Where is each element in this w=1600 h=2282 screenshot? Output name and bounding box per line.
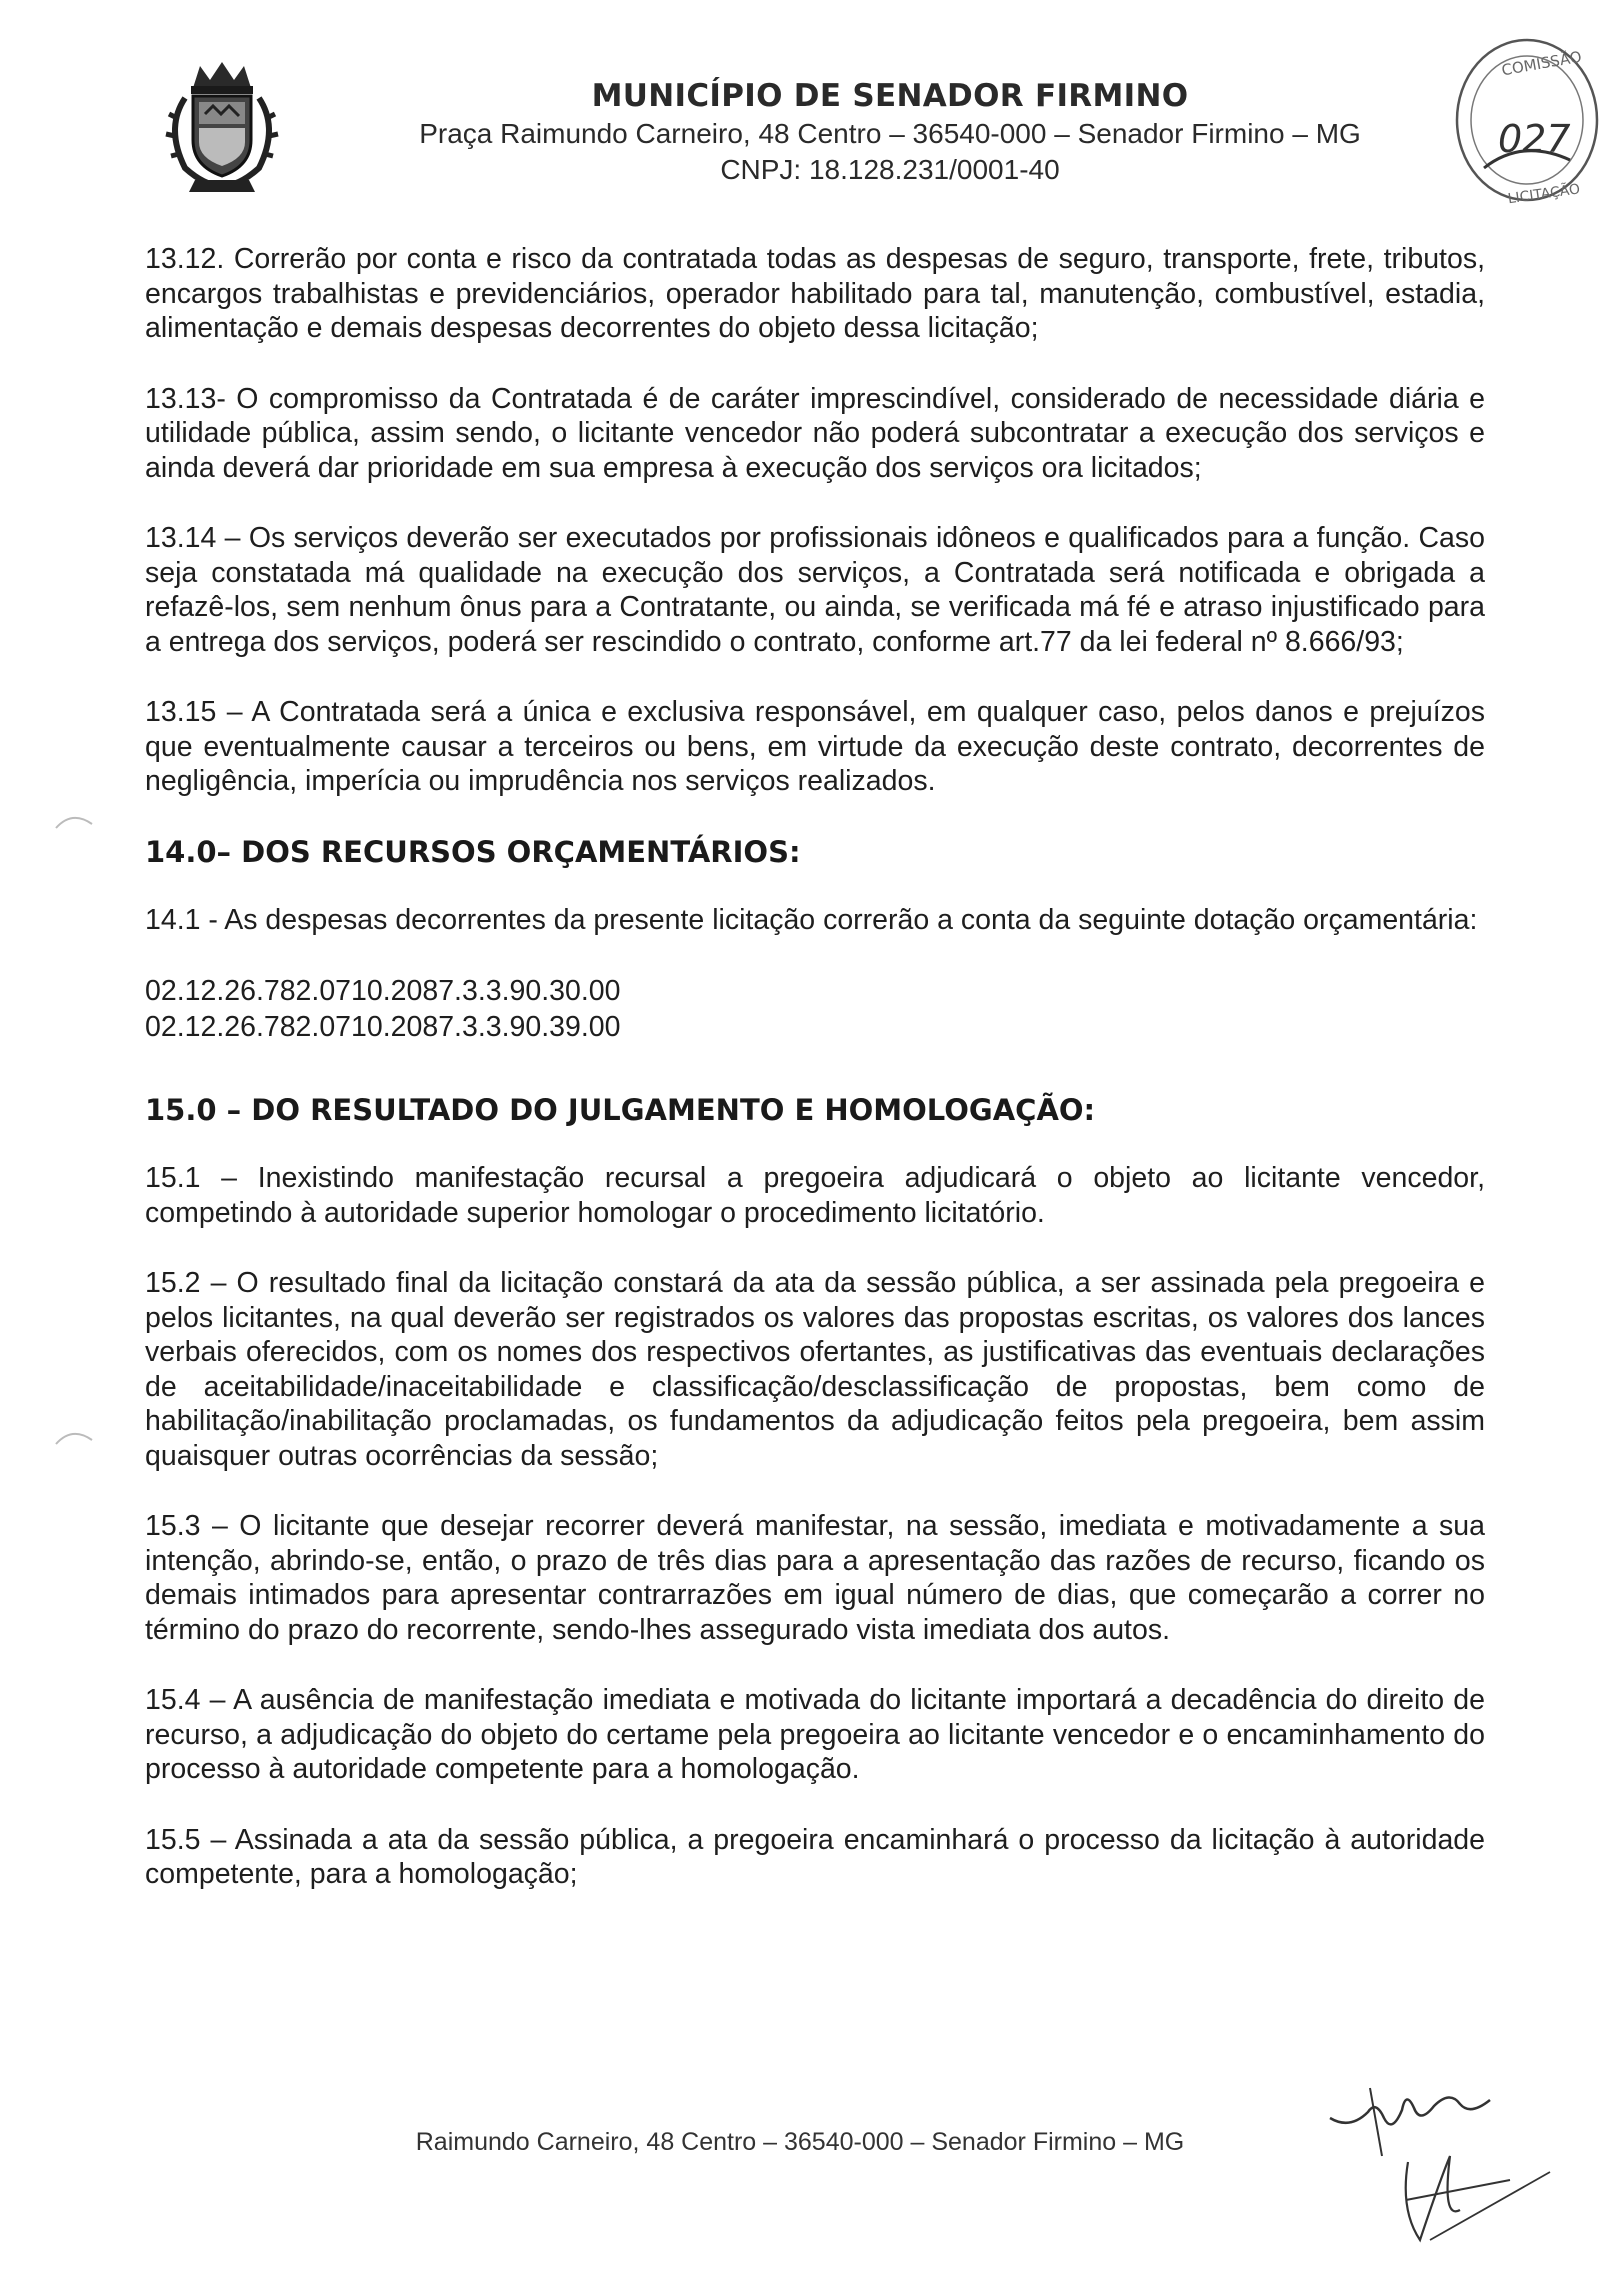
clause-13-14: 13.14 – Os serviços deverão ser executados por profissionais idôneos e qualificados para a função. Caso seja constatada má qualidade na execução dos serviços, a Contratada será notificada e obrigada a refazê-los, sem nenhum ônus para a Contratante, ou ainda, se verificada má fé e atraso injustificado para a entrega dos serviços, poderá ser rescindido o contrato, conforme art.77 da lei federal nº 8.666/93; — [145, 522, 1485, 658]
document-body — [145, 242, 1485, 1928]
clause-15-1: 15.1 – Inexistindo manifestação recursal a pregoeira adjudicará o objeto ao licitante vencedor, competindo à autoridade superior homologar o procedimento licitatório. — [145, 1162, 1485, 1229]
commission-stamp-icon — [1432, 20, 1600, 220]
municipality-title: MUNICÍPIO DE SENADOR FIRMINO — [591, 78, 1189, 114]
handwritten-signature-icon — [1310, 2060, 1560, 2260]
clause-15-2: 15.2 – O resultado final da licitação constará da ata da sessão pública, a ser assinada pela pregoeira e pelos licitantes, na qual deverão ser registrados os valores das propostas escritas, os valores dos lances verbais oferecidos, com os nomes dos respectivos ofertantes, as justificativas das eventuais declarações de aceitabilidade/inaceitabilidade e classificação/desclassificação de propostas, bem como de habilitação/inabilitação proclamadas, os fundamentos da adjudicação feitos pela pregoeira, bem assim quaisquer outras ocorrências da sessão; — [145, 1267, 1485, 1472]
budget-codes — [145, 973, 1485, 1045]
budget-code: 02.12.26.782.0710.2087.3.3.90.30.00 — [145, 975, 621, 1007]
punch-mark-icon — [52, 808, 96, 832]
clause-13-13: 13.13- O compromisso da Contratada é de caráter imprescindível, considerado de necessidade diária e utilidade pública, assim sendo, o licitante vencedor não poderá subcontratar a execução dos serviços e ainda deverá dar prioridade em sua empresa à execução dos serviços ora licitados; — [145, 382, 1485, 484]
letterhead — [390, 78, 1390, 186]
svg-text:027: 027 — [1498, 117, 1571, 161]
clause-15-3: 15.3 – O licitante que desejar recorrer deverá manifestar, na sessão, imediata e motivadamente a sua intenção, abrindo-se, então, o prazo de três dias para a apresentação das razões de recurso, ficando os demais intimados para apresentar contrarrazões em igual número de dias, que começarão a correr no término do prazo do recorrente, sendo-lhes assegurado vista imediata dos autos. — [145, 1510, 1485, 1646]
clause-15-4: 15.4 – A ausência de manifestação imediata e motivada do licitante importará a decadência do direito de recurso, a adjudicação do objeto do certame pela pregoeira ao licitante vencedor e o encaminhamento do processo à autoridade competente para a homologação. — [145, 1684, 1485, 1785]
section-heading-15: 15.0 – DO RESULTADO DO JULGAMENTO E HOMOLOGAÇÃO: — [145, 1093, 1096, 1127]
section-heading-14: 14.0– DOS RECURSOS ORÇAMENTÁRIOS: — [145, 834, 801, 869]
svg-text:LICITAÇÃO: LICITAÇÃO — [1506, 181, 1582, 208]
footer-address: Raimundo Carneiro, 48 Centro – 36540-000 – Senador Firmino – MG — [415, 2128, 1185, 2156]
header-cnpj: CNPJ: 18.128.231/0001-40 — [720, 154, 1060, 185]
coat-of-arms-icon — [155, 58, 290, 198]
header-address: Praça Raimundo Carneiro, 48 Centro – 36540-000 – Senador Firmino – MG — [419, 118, 1361, 149]
svg-text:COMISSÃO: COMISSÃO — [1500, 47, 1583, 80]
clause-13-12: 13.12. Correrão por conta e risco da contratada todas as despesas de seguro, transporte, frete, tributos, encargos trabalhistas e previdenciários, operador habilitado para tal, manutenção, combustível, estadia, alimentação e demais despesas decorrentes do objeto dessa licitação; — [145, 243, 1485, 344]
clause-15-5: 15.5 – Assinada a ata da sessão pública, a pregoeira encaminhará o processo da licitação à autoridade competente, para a homologação; — [145, 1823, 1485, 1890]
punch-mark-icon — [52, 1424, 96, 1448]
budget-code: 02.12.26.782.0710.2087.3.3.90.39.00 — [145, 1011, 621, 1043]
clause-13-15: 13.15 – A Contratada será a única e exclusiva responsável, em qualquer caso, pelos danos e prejuízos que eventualmente causar a terceiros ou bens, em virtude da execução deste contrato, decorrentes de negligência, imperícia ou imprudência nos serviços realizados. — [145, 696, 1485, 797]
clause-14-1: 14.1 - As despesas decorrentes da presente licitação correrão a conta da seguinte dotação orçamentária: — [145, 903, 1478, 936]
